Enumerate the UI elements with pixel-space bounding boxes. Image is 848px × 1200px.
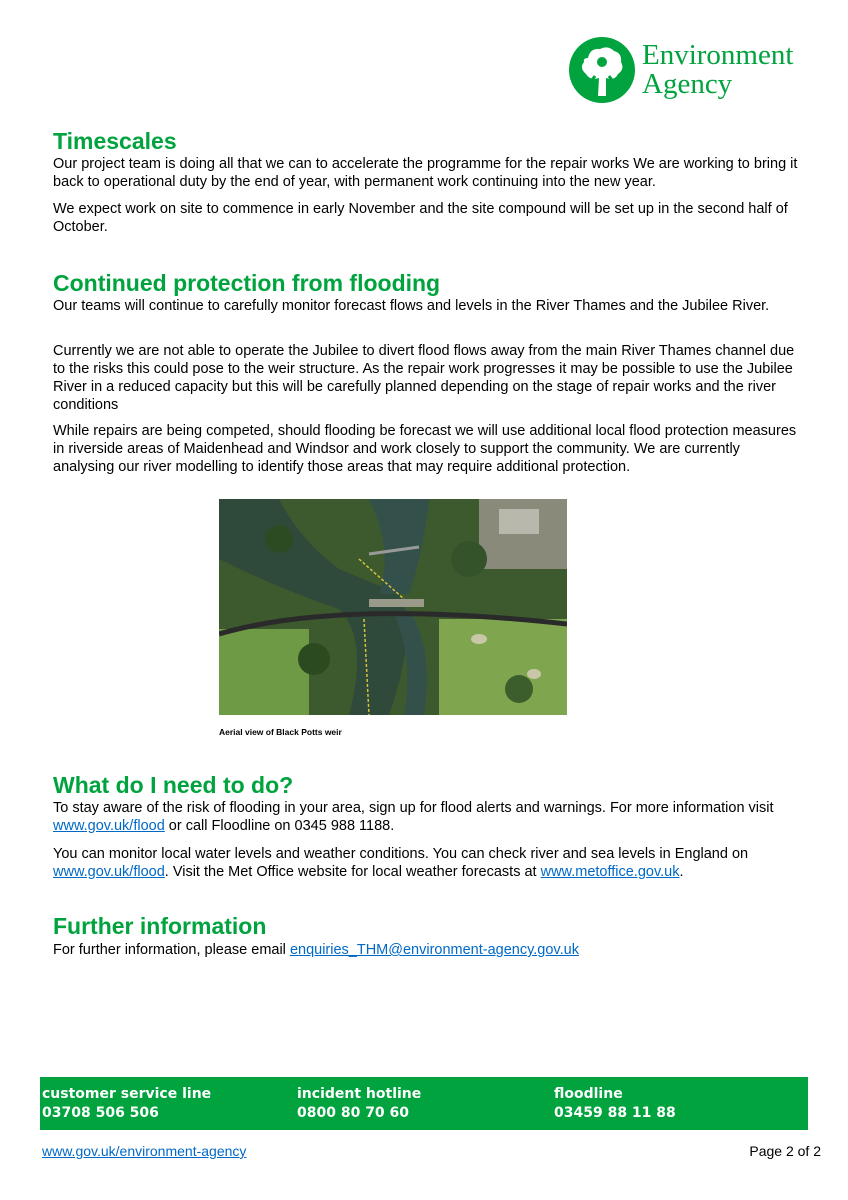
incident-hotline-contact xyxy=(297,1085,421,1123)
tree-logo-icon xyxy=(568,36,636,104)
page-number: Page 2 of 2 xyxy=(749,1143,821,1159)
environment-agency-logo xyxy=(568,36,813,106)
logo-line-2: Agency xyxy=(642,68,733,100)
floodline-contact xyxy=(554,1085,676,1123)
incident-hotline-number: 0800 80 70 60 xyxy=(297,1105,410,1121)
customer-service-label: customer service line xyxy=(42,1086,212,1102)
further-heading: Further information xyxy=(53,913,267,939)
protection-heading: Continued protection from flooding xyxy=(53,270,441,296)
todo-p2-text-a: You can monitor local water levels and weather conditions. You can check river and sea levels in England on xyxy=(53,846,749,862)
figure-caption: Aerial view of Black Potts weir xyxy=(219,727,342,737)
logo-line-1: Environment xyxy=(642,39,794,71)
logo-wordmark xyxy=(642,41,793,99)
flood-link[interactable]: www.gov.uk/flood xyxy=(53,818,165,834)
contact-footer-bar xyxy=(40,1077,808,1130)
aerial-photo-black-potts-weir xyxy=(219,499,567,715)
protection-paragraph-2: Currently we are not able to operate the Jubilee to divert flood flows away from the main River Thames channel due to the risks this could pose to the weir structure. As the repair work progresses it may be possible to use the Jubilee River in a reduced capacity but this will be carefully planned depending on the stage of repair works and the river conditions xyxy=(53,343,795,413)
environment-agency-website-link[interactable]: www.gov.uk/environment-agency xyxy=(42,1143,247,1159)
customer-service-number: 03708 506 506 xyxy=(42,1105,159,1121)
protection-paragraph-1: Our teams will continue to carefully monitor forecast flows and levels in the River Thames and the Jubilee River. xyxy=(53,298,770,314)
protection-paragraph-3: While repairs are being competed, should flooding be forecast we will use additional local flood protection measures in riverside areas of Maidenhead and Windsor and work closely to support the community. We are currently analysing our river modelling to identify those areas that may require additional protection. xyxy=(53,423,797,475)
further-paragraph xyxy=(53,941,798,959)
todo-p2-text-c: . xyxy=(679,864,684,880)
metoffice-link[interactable]: www.metoffice.gov.uk xyxy=(540,864,680,880)
email-link[interactable]: enquiries_THM@environment-agency.gov.uk xyxy=(289,942,579,958)
todo-p2-text-b: . Visit the Met Office website for local weather forecasts at xyxy=(164,864,541,880)
todo-p1-text-a: To stay aware of the risk of flooding in your area, sign up for flood alerts and warnings. For more information visit xyxy=(53,800,774,816)
further-text: For further information, please email xyxy=(53,942,290,958)
incident-hotline-label: incident hotline xyxy=(297,1086,422,1102)
customer-service-contact xyxy=(42,1085,211,1123)
todo-paragraph-1 xyxy=(53,799,798,835)
floodline-label: floodline xyxy=(554,1086,623,1102)
floodline-number: 03459 88 11 88 xyxy=(554,1105,676,1121)
timescales-paragraph-1: Our project team is doing all that we can to accelerate the programme for the repair works We are working to bring it back to operational duty by the end of year, with permanent work continuing into the new year. xyxy=(53,156,798,190)
timescales-paragraph-2: We expect work on site to commence in early November and the site compound will be set up in the second half of October. xyxy=(53,201,788,235)
todo-p1-text-b: or call Floodline on 0345 988 1188. xyxy=(164,818,395,834)
flood-link-2[interactable]: www.gov.uk/flood xyxy=(53,864,165,880)
timescales-heading: Timescales xyxy=(53,128,177,154)
todo-paragraph-2 xyxy=(53,845,798,881)
todo-heading: What do I need to do? xyxy=(53,772,294,798)
